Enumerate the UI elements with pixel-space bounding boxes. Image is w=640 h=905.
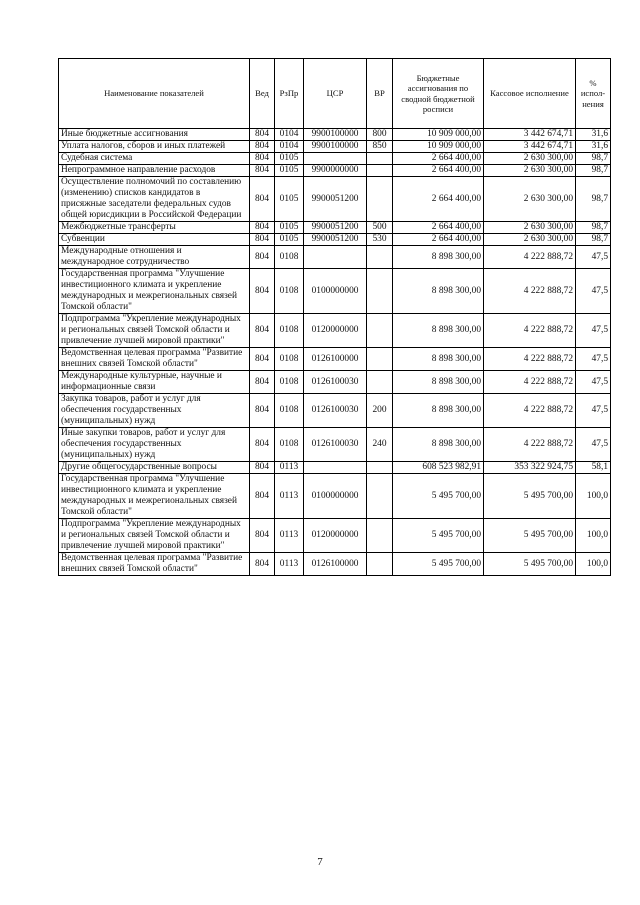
cell-pct: 98,7: [576, 222, 611, 234]
cell-vr: [367, 177, 393, 222]
header-vr: ВР: [367, 59, 393, 129]
cell-pct: 100,0: [576, 553, 611, 576]
cell-ved: 804: [250, 348, 275, 371]
cell-ved: 804: [250, 462, 275, 474]
cell-rzpr: 0108: [275, 371, 304, 394]
cell-pct: 47,5: [576, 246, 611, 269]
cell-name: Иные закупки товаров, работ и услуг для обеспечения государственных (муниципальных) нужд: [59, 428, 250, 462]
table-body: [59, 129, 611, 576]
cell-csr: [304, 462, 367, 474]
cell-vr: [367, 553, 393, 576]
cell-csr: 9900000000: [304, 165, 367, 177]
cell-name: Судебная система: [59, 153, 250, 165]
table-header: [59, 59, 611, 129]
table-row: [59, 234, 611, 246]
cell-pct: 31,6: [576, 141, 611, 153]
cell-ved: 804: [250, 371, 275, 394]
cell-rzpr: 0105: [275, 234, 304, 246]
cell-vr: [367, 269, 393, 314]
cell-csr: 9900100000: [304, 141, 367, 153]
cell-cash: 4 222 888,72: [484, 428, 576, 462]
cell-assign: 8 898 300,00: [393, 348, 484, 371]
cell-csr: 0126100000: [304, 348, 367, 371]
cell-name: Международные отношения и международное сотрудничество: [59, 246, 250, 269]
cell-vr: [367, 371, 393, 394]
cell-assign: 8 898 300,00: [393, 394, 484, 428]
cell-name: Уплата налогов, сборов и иных платежей: [59, 141, 250, 153]
cell-name: Субвенции: [59, 234, 250, 246]
cell-assign: 2 664 400,00: [393, 165, 484, 177]
cell-cash: 4 222 888,72: [484, 348, 576, 371]
cell-cash: 5 495 700,00: [484, 519, 576, 553]
cell-rzpr: 0113: [275, 474, 304, 519]
table-row: [59, 246, 611, 269]
cell-pct: 47,5: [576, 314, 611, 348]
cell-pct: 98,7: [576, 234, 611, 246]
cell-ved: 804: [250, 394, 275, 428]
cell-vr: [367, 165, 393, 177]
cell-name: Международные культурные, научные и информационные связи: [59, 371, 250, 394]
cell-vr: 850: [367, 141, 393, 153]
cell-rzpr: 0105: [275, 222, 304, 234]
cell-ved: 804: [250, 314, 275, 348]
table-row: [59, 371, 611, 394]
cell-ved: 804: [250, 165, 275, 177]
cell-assign: 5 495 700,00: [393, 519, 484, 553]
cell-csr: 0120000000: [304, 314, 367, 348]
cell-pct: 98,7: [576, 153, 611, 165]
cell-ved: 804: [250, 141, 275, 153]
cell-name: Иные бюджетные ассигнования: [59, 129, 250, 141]
cell-name: Непрограммное направление расходов: [59, 165, 250, 177]
cell-rzpr: 0113: [275, 462, 304, 474]
cell-cash: 3 442 674,71: [484, 141, 576, 153]
cell-pct: 47,5: [576, 348, 611, 371]
cell-pct: 100,0: [576, 519, 611, 553]
cell-rzpr: 0108: [275, 394, 304, 428]
cell-pct: 58,1: [576, 462, 611, 474]
cell-name: Государственная программа "Улучшение инвестиционного климата и укрепление международных и межрегиональных связей Томской области": [59, 269, 250, 314]
header-csr: ЦСР: [304, 59, 367, 129]
cell-assign: 10 909 000,00: [393, 141, 484, 153]
cell-ved: 804: [250, 428, 275, 462]
cell-csr: 0126100030: [304, 371, 367, 394]
cell-vr: [367, 314, 393, 348]
cell-name: Закупка товаров, работ и услуг для обеспечения государственных (муниципальных) нужд: [59, 394, 250, 428]
cell-csr: 9900051200: [304, 222, 367, 234]
cell-csr: 0100000000: [304, 474, 367, 519]
cell-pct: 98,7: [576, 177, 611, 222]
table-row: [59, 462, 611, 474]
cell-cash: 4 222 888,72: [484, 371, 576, 394]
header-rzpr: РзПр: [275, 59, 304, 129]
cell-assign: 8 898 300,00: [393, 314, 484, 348]
cell-cash: 5 495 700,00: [484, 474, 576, 519]
cell-csr: 9900051200: [304, 177, 367, 222]
cell-pct: 98,7: [576, 165, 611, 177]
page-number: 7: [317, 856, 323, 868]
cell-rzpr: 0108: [275, 428, 304, 462]
table-row: [59, 348, 611, 371]
header-ved: Вед: [250, 59, 275, 129]
cell-assign: 10 909 000,00: [393, 129, 484, 141]
cell-vr: [367, 474, 393, 519]
cell-ved: 804: [250, 222, 275, 234]
cell-cash: 2 630 300,00: [484, 234, 576, 246]
cell-vr: 800: [367, 129, 393, 141]
cell-name: Подпрограмма "Укрепление международных и региональных связей Томской области и привлечение лучшей мировой практики": [59, 519, 250, 553]
cell-csr: 0126100030: [304, 428, 367, 462]
cell-ved: 804: [250, 269, 275, 314]
cell-vr: [367, 153, 393, 165]
cell-cash: 4 222 888,72: [484, 394, 576, 428]
cell-csr: 9900051200: [304, 234, 367, 246]
cell-name: Ведомственная целевая программа "Развитие внешних связей Томской области": [59, 348, 250, 371]
cell-assign: 8 898 300,00: [393, 246, 484, 269]
cell-csr: 0100000000: [304, 269, 367, 314]
table-row: [59, 129, 611, 141]
cell-ved: 804: [250, 246, 275, 269]
cell-ved: 804: [250, 474, 275, 519]
table-row: [59, 428, 611, 462]
cell-name: Подпрограмма "Укрепление международных и региональных связей Томской области и привлечение лучшей мировой практики": [59, 314, 250, 348]
cell-csr: [304, 246, 367, 269]
cell-assign: 5 495 700,00: [393, 474, 484, 519]
cell-cash: 2 630 300,00: [484, 165, 576, 177]
cell-rzpr: 0108: [275, 246, 304, 269]
cell-pct: 47,5: [576, 269, 611, 314]
cell-csr: 0120000000: [304, 519, 367, 553]
header-pct: % испол-нения: [576, 59, 611, 129]
cell-vr: 240: [367, 428, 393, 462]
cell-rzpr: 0113: [275, 553, 304, 576]
cell-cash: 3 442 674,71: [484, 129, 576, 141]
cell-cash: 4 222 888,72: [484, 314, 576, 348]
cell-name: Другие общегосударственные вопросы: [59, 462, 250, 474]
cell-ved: 804: [250, 129, 275, 141]
cell-assign: 8 898 300,00: [393, 428, 484, 462]
cell-cash: 353 322 924,75: [484, 462, 576, 474]
cell-pct: 100,0: [576, 474, 611, 519]
cell-assign: 608 523 982,91: [393, 462, 484, 474]
cell-cash: 5 495 700,00: [484, 553, 576, 576]
cell-csr: 0126100030: [304, 394, 367, 428]
cell-ved: 804: [250, 553, 275, 576]
cell-assign: 2 664 400,00: [393, 234, 484, 246]
table-row: [59, 519, 611, 553]
cell-pct: 47,5: [576, 428, 611, 462]
cell-vr: [367, 246, 393, 269]
table-row: [59, 177, 611, 222]
cell-rzpr: 0104: [275, 129, 304, 141]
cell-assign: 8 898 300,00: [393, 269, 484, 314]
cell-csr: 0126100000: [304, 553, 367, 576]
cell-rzpr: 0105: [275, 177, 304, 222]
table-row: [59, 314, 611, 348]
cell-name: Государственная программа "Улучшение инвестиционного климата и укрепление международных и межрегиональных связей Томской области": [59, 474, 250, 519]
cell-pct: 47,5: [576, 394, 611, 428]
header-assign: Бюджетные ассигнования по сводной бюджетной росписи: [393, 59, 484, 129]
header-name: Наименование показателей: [59, 59, 250, 129]
cell-assign: 2 664 400,00: [393, 222, 484, 234]
table-row: [59, 222, 611, 234]
cell-rzpr: 0108: [275, 314, 304, 348]
cell-cash: 4 222 888,72: [484, 269, 576, 314]
cell-rzpr: 0108: [275, 269, 304, 314]
table-row: [59, 394, 611, 428]
cell-name: Осуществление полномочий по составлению (изменению) списков кандидатов в присяжные заседатели федеральных судов общей юрисдикции в Российской Федерации: [59, 177, 250, 222]
cell-ved: 804: [250, 153, 275, 165]
cell-pct: 31,6: [576, 129, 611, 141]
cell-vr: [367, 462, 393, 474]
cell-vr: [367, 348, 393, 371]
table-row: [59, 153, 611, 165]
table-row: [59, 141, 611, 153]
cell-vr: 500: [367, 222, 393, 234]
cell-ved: 804: [250, 177, 275, 222]
cell-cash: 4 222 888,72: [484, 246, 576, 269]
table-row: [59, 474, 611, 519]
cell-ved: 804: [250, 519, 275, 553]
cell-vr: 200: [367, 394, 393, 428]
cell-rzpr: 0108: [275, 348, 304, 371]
header-cash: Кассовое исполнение: [484, 59, 576, 129]
cell-rzpr: 0113: [275, 519, 304, 553]
table-row: [59, 269, 611, 314]
cell-name: Межбюджетные трансферты: [59, 222, 250, 234]
cell-cash: 2 630 300,00: [484, 153, 576, 165]
cell-csr: 9900100000: [304, 129, 367, 141]
cell-assign: 8 898 300,00: [393, 371, 484, 394]
cell-assign: 2 664 400,00: [393, 177, 484, 222]
cell-rzpr: 0105: [275, 165, 304, 177]
table-row: [59, 553, 611, 576]
cell-pct: 47,5: [576, 371, 611, 394]
table-row: [59, 165, 611, 177]
cell-assign: 5 495 700,00: [393, 553, 484, 576]
cell-assign: 2 664 400,00: [393, 153, 484, 165]
cell-ved: 804: [250, 234, 275, 246]
cell-csr: [304, 153, 367, 165]
cell-rzpr: 0104: [275, 141, 304, 153]
budget-table: [58, 58, 611, 576]
cell-cash: 2 630 300,00: [484, 222, 576, 234]
cell-vr: [367, 519, 393, 553]
cell-vr: 530: [367, 234, 393, 246]
cell-cash: 2 630 300,00: [484, 177, 576, 222]
cell-rzpr: 0105: [275, 153, 304, 165]
cell-name: Ведомственная целевая программа "Развитие внешних связей Томской области": [59, 553, 250, 576]
